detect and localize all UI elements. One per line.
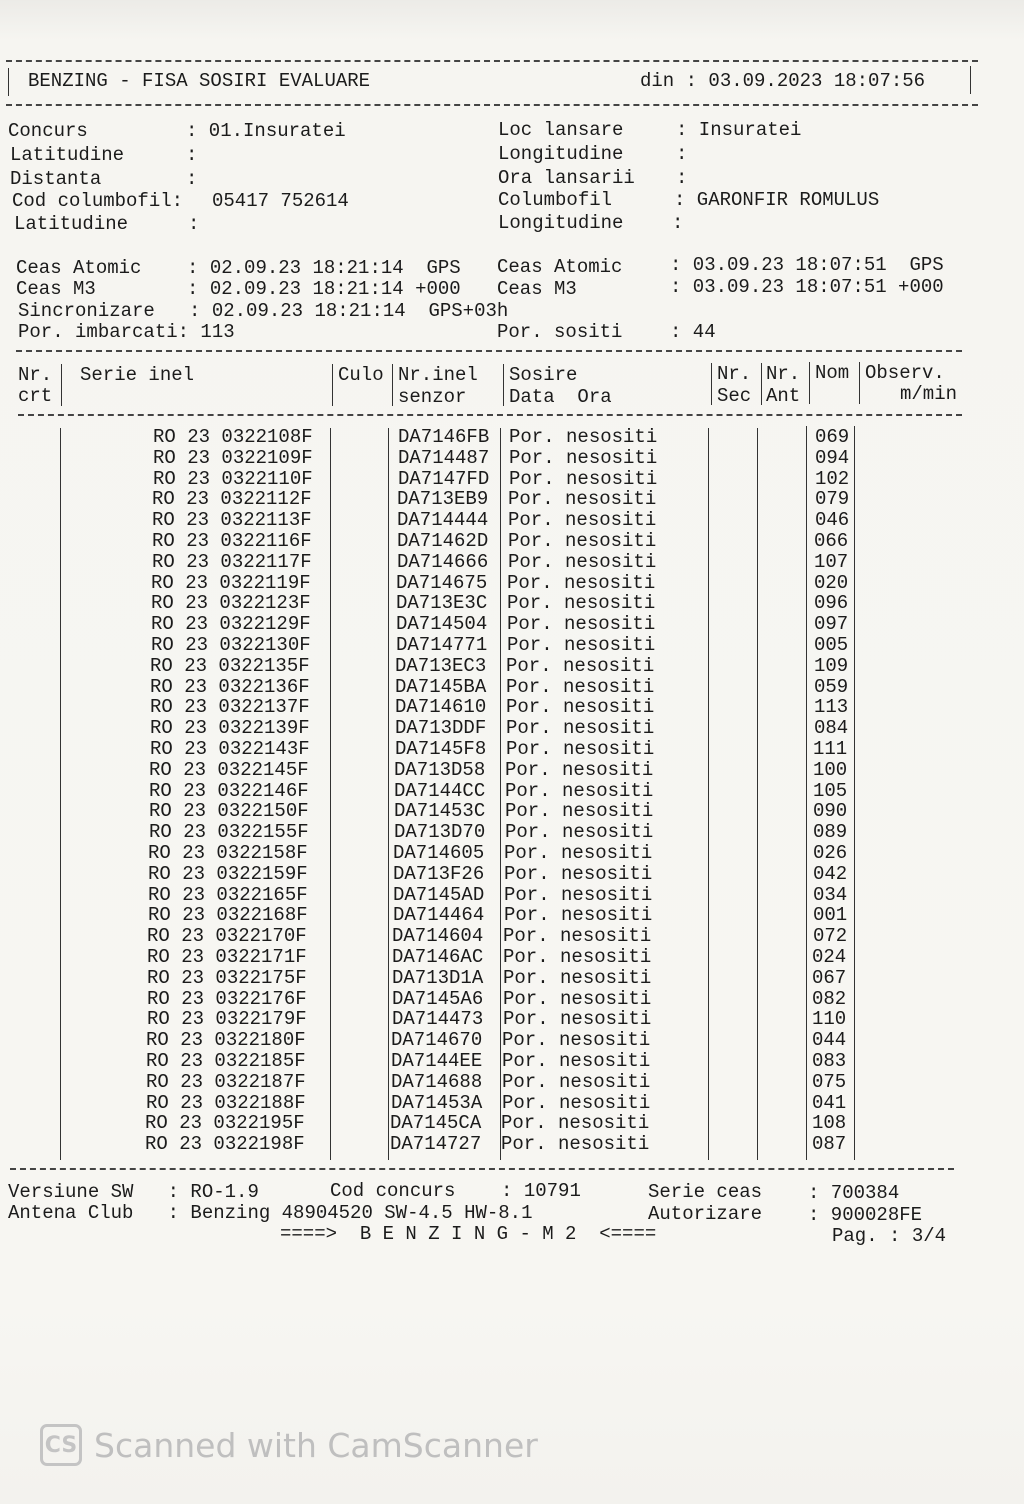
loc-value: : Insuratei [676,119,802,141]
row-sosire: Por. nesositi [503,967,652,989]
tb-bar [500,428,501,1160]
row-nom: 005 [814,634,849,656]
row-sosire: Por. nesositi [503,946,652,968]
clock-atomic-start: Ceas Atomic : 02.09.23 18:21:14 GPS [16,257,461,279]
row-sosire: Por. nesositi [506,696,655,718]
camscanner-text: Scanned with CamScanner [94,1425,538,1465]
row-serie-inel: RO 23 0322195F [145,1112,305,1134]
row-serie-inel: RO 23 0322145F [149,759,309,781]
row-serie-inel: RO 23 0322170F [147,925,307,947]
long2-value: : [672,212,684,234]
row-sosire: Por. nesositi [505,800,654,822]
row-nr-inel: DA7145AD [393,884,485,906]
row-serie-inel: RO 23 0322116F [152,530,312,552]
footer-page-number: Pag. : 3/4 [832,1225,947,1247]
row-serie-inel: RO 23 0322108F [153,426,313,448]
row-sosire: Por. nesositi [502,1029,651,1051]
row-nom: 100 [813,759,848,781]
footer-serie-ceas-label: Serie ceas [648,1181,763,1203]
th-data-ora: Data Ora [509,386,612,408]
row-nr-inel: DA714504 [396,613,488,635]
long-label: Longitudine [498,143,624,165]
row-nr-inel: DA7144CC [394,780,486,802]
th-sosire: Sosire [509,364,578,386]
row-nom: 046 [815,509,850,531]
birds-arrived: : 44 [670,321,716,343]
row-nr-inel: DA7146FB [398,426,490,448]
clock-m3-start: Ceas M3 : 02.09.23 18:21:14 +000 [16,278,461,300]
row-nom: 067 [812,967,847,989]
row-sosire: Por. nesositi [505,759,654,781]
row-sosire: Por. nesositi [507,572,656,594]
row-nom: 084 [814,717,849,739]
row-nr-inel: DA713D58 [394,759,486,781]
row-nr-inel: DA713F26 [393,863,485,885]
footer-cod-concurs: Cod concurs : 10791 [330,1180,581,1202]
rule-table-header [18,414,962,416]
th-serie: Serie inel [80,364,195,386]
row-nom: 020 [814,572,849,594]
row-nom: 075 [812,1071,847,1093]
row-serie-inel: RO 23 0322188F [146,1092,306,1114]
th-nom: Nom [815,362,850,384]
row-serie-inel: RO 23 0322180F [146,1029,306,1051]
th-bar [61,364,62,406]
th-bar [711,363,712,405]
row-nom: 109 [814,655,849,677]
row-nr-inel: DA71453A [391,1092,483,1114]
row-nr-inel: DA7145F8 [395,738,487,760]
tb-bar [60,428,61,1160]
row-nr-inel: DA71453C [394,800,486,822]
row-sosire: Por. nesositi [506,738,655,760]
tb-bar [388,428,389,1160]
col-label: Columbofil [498,189,613,211]
row-serie-inel: RO 23 0322113F [152,509,312,531]
th-senzor: senzor [398,386,467,408]
row-nom: 105 [813,780,848,802]
row-nr-inel: DA714670 [391,1029,483,1051]
row-nr-inel: DA714610 [395,696,487,718]
row-nom: 090 [813,800,848,822]
row-nr-inel: DA714675 [396,572,488,594]
rule-table-top [16,350,962,352]
row-sosire: Por. nesositi [504,863,653,885]
cod-label: Cod columbofil: [12,190,184,212]
row-nom: 042 [813,863,848,885]
footer-brand: ====> B E N Z I N G - M 2 <==== [280,1223,657,1245]
row-serie-inel: RO 23 0322158F [148,842,308,864]
row-nom: 059 [814,676,849,698]
row-nom: 026 [813,842,848,864]
clock-atomic-end-label: Ceas Atomic [497,256,623,278]
row-sosire: Por. nesositi [501,1112,650,1134]
row-sosire: Por. nesositi [504,904,653,926]
row-nr-inel: DA714464 [393,904,485,926]
row-nr-inel: DA714727 [390,1133,482,1155]
tb-bar [330,428,331,1160]
row-serie-inel: RO 23 0322185F [146,1050,306,1072]
row-nom: 110 [812,1008,847,1030]
row-nom: 107 [814,551,849,573]
row-nr-inel: DA7145BA [395,676,487,698]
row-sosire: Por. nesositi [507,613,656,635]
clock-m3-end-label: Ceas M3 [497,278,577,300]
row-nr-inel: DA713EC3 [395,655,487,677]
row-serie-inel: RO 23 0322130F [151,634,311,656]
row-sosire: Por. nesositi [509,447,658,469]
row-serie-inel: RO 23 0322159F [148,863,308,885]
row-nr-inel: DA714666 [397,551,489,573]
row-sosire: Por. nesositi [508,530,657,552]
row-serie-inel: RO 23 0322137F [150,696,310,718]
long2-label: Longitudine [498,212,624,234]
row-serie-inel: RO 23 0322171F [147,946,307,968]
ora-value: : [676,167,688,189]
birds-embarked: Por. imbarcati: 113 [18,321,235,343]
row-sosire: Por. nesositi [502,1092,651,1114]
dist-label: Distanta [10,168,102,190]
th-nr-ant: Nr. [766,363,801,385]
row-serie-inel: RO 23 0322136F [150,676,310,698]
row-nom: 079 [815,488,850,510]
concurs-label: Concurs [8,120,88,142]
th-nr-sec: Nr. [717,363,752,385]
row-nr-inel: DA713E3C [396,592,488,614]
th-crt: crt [18,385,53,407]
row-nom: 066 [814,530,849,552]
row-serie-inel: RO 23 0322187F [146,1071,306,1093]
row-sosire: Por. nesositi [502,1050,651,1072]
footer-autorizare: : 900028FE [808,1204,923,1226]
ora-label: Ora lansarii [498,167,635,189]
clock-sync: Sincronizare : 02.09.23 18:21:14 GPS+03h [18,300,509,322]
camscanner-logo-icon: CS [40,1424,82,1466]
th-bar [809,362,810,404]
row-nr-inel: DA7147FD [398,468,490,490]
rule-table-bottom [10,1168,954,1170]
row-sosire: Por. nesositi [508,551,657,573]
long-value: : [676,143,688,165]
row-nr-inel: DA714487 [398,447,490,469]
row-nom: 072 [813,925,848,947]
row-serie-inel: RO 23 0322175F [147,967,307,989]
row-sosire: Por. nesositi [504,842,653,864]
rule-header [6,104,978,106]
th-bar [859,362,860,404]
row-serie-inel: RO 23 0322119F [151,572,311,594]
row-nr-inel: DA714771 [396,634,488,656]
row-nom: 096 [814,592,849,614]
row-serie-inel: RO 23 0322155F [149,821,309,843]
row-nr-inel: DA714605 [393,842,485,864]
row-sosire: Por. nesositi [503,988,652,1010]
row-sosire: Por. nesositi [506,676,655,698]
row-sosire: Por. nesositi [503,925,652,947]
row-nom: 111 [813,738,848,760]
document-date: din : 03.09.2023 18:07:56 [640,70,926,92]
header-bar-left [8,68,9,96]
row-sosire: Por. nesositi [509,468,658,490]
row-nr-inel: DA714688 [391,1071,483,1093]
document-title: BENZING - FISA SOSIRI EVALUARE [28,70,371,92]
row-nom: 044 [812,1029,847,1051]
lat2-label: Latitudine [14,213,129,235]
row-nom: 024 [812,946,847,968]
row-serie-inel: RO 23 0322168F [148,904,308,926]
row-sosire: Por. nesositi [508,509,657,531]
tb-bar [708,428,709,1160]
row-sosire: Por. nesositi [506,717,655,739]
rule-top [6,60,978,62]
row-nr-inel: DA7145A6 [392,988,484,1010]
loc-label: Loc lansare [498,119,624,141]
th-nrinel: Nr.inel [398,364,478,386]
row-nom: 089 [813,821,848,843]
row-serie-inel: RO 23 0322165F [148,884,308,906]
row-sosire: Por. nesositi [503,1008,652,1030]
row-serie-inel: RO 23 0322109F [153,447,313,469]
row-serie-inel: RO 23 0322117F [152,551,312,573]
row-serie-inel: RO 23 0322176F [147,988,307,1010]
clock-m3-end: : 03.09.23 18:07:51 +000 [670,276,944,298]
cod-value: 05417 752614 [212,190,349,212]
clock-atomic-end: : 03.09.23 18:07:51 GPS [670,254,944,276]
dist-value: : [186,168,198,190]
footer-autorizare-label: Autorizare [648,1203,763,1225]
row-serie-inel: RO 23 0322123F [151,592,311,614]
row-nom: 069 [815,426,850,448]
row-sosire: Por. nesositi [505,821,654,843]
row-nom: 094 [815,447,850,469]
row-nr-inel: DA714444 [397,509,489,531]
footer-antena-club: Antena Club : Benzing 48904520 SW-4.5 HW-8.1 [8,1202,533,1224]
th-nr: Nr. [18,364,53,386]
birds-arrived-label: Por. sositi [497,321,623,343]
row-sosire: Por. nesositi [507,634,656,656]
footer-serie-ceas: : 700384 [808,1182,900,1204]
row-nr-inel: DA714473 [392,1008,484,1030]
row-nom: 113 [814,696,849,718]
row-serie-inel: RO 23 0322139F [150,717,310,739]
row-sosire: Por. nesositi [501,1133,650,1155]
row-nr-inel: DA714604 [392,925,484,947]
row-nom: 102 [815,468,850,490]
th-bar [392,364,393,406]
row-nom: 083 [812,1050,847,1072]
row-nom: 034 [813,884,848,906]
row-sosire: Por. nesositi [502,1071,651,1093]
th-mmin: m/min [900,383,958,405]
th-sec: Sec [717,385,752,407]
th-bar [332,364,333,406]
row-serie-inel: RO 23 0322129F [151,613,311,635]
row-sosire: Por. nesositi [508,488,657,510]
row-serie-inel: RO 23 0322135F [150,655,310,677]
row-sosire: Por. nesositi [507,592,656,614]
row-nom: 087 [812,1133,847,1155]
th-bar [761,363,762,405]
camscanner-watermark [40,1424,538,1466]
row-nr-inel: DA7144EE [391,1050,483,1072]
row-sosire: Por. nesositi [505,780,654,802]
th-culo: Culo [338,364,384,386]
row-serie-inel: RO 23 0322110F [153,468,313,490]
col-value: : GARONFIR ROMULUS [674,189,880,211]
row-serie-inel: RO 23 0322112F [152,488,312,510]
row-nr-inel: DA713EB9 [397,488,489,510]
th-observ: Observ. [865,362,945,384]
lat2-value: : [188,213,200,235]
row-nr-inel: DA713DDF [395,717,487,739]
tb-bar [757,428,758,1160]
header-bar-right [970,66,971,94]
th-bar [503,364,504,406]
concurs-value: : 01.Insuratei [186,120,346,142]
row-nr-inel: DA713D70 [394,821,486,843]
row-nom: 097 [814,613,849,635]
tb-bar [854,426,855,1160]
row-nr-inel: DA7146AC [392,946,484,968]
row-nr-inel: DA7145CA [390,1112,482,1134]
row-nr-inel: DA713D1A [392,967,484,989]
row-nom: 001 [813,904,848,926]
row-serie-inel: RO 23 0322150F [149,800,309,822]
row-nr-inel: DA71462D [397,530,489,552]
row-serie-inel: RO 23 0322179F [147,1008,307,1030]
th-ant: Ant [766,385,801,407]
lat-value: : [186,144,198,166]
row-nom: 082 [812,988,847,1010]
row-sosire: Por. nesositi [504,884,653,906]
footer-sw-version: Versiune SW : RO-1.9 [8,1181,259,1203]
tb-bar [806,426,807,1160]
row-serie-inel: RO 23 0322198F [145,1133,305,1155]
row-nom: 108 [812,1112,847,1134]
row-serie-inel: RO 23 0322146F [149,780,309,802]
row-serie-inel: RO 23 0322143F [150,738,310,760]
row-nom: 041 [812,1092,847,1114]
row-sosire: Por. nesositi [509,426,658,448]
row-sosire: Por. nesositi [506,655,655,677]
lat-label: Latitudine [10,144,125,166]
